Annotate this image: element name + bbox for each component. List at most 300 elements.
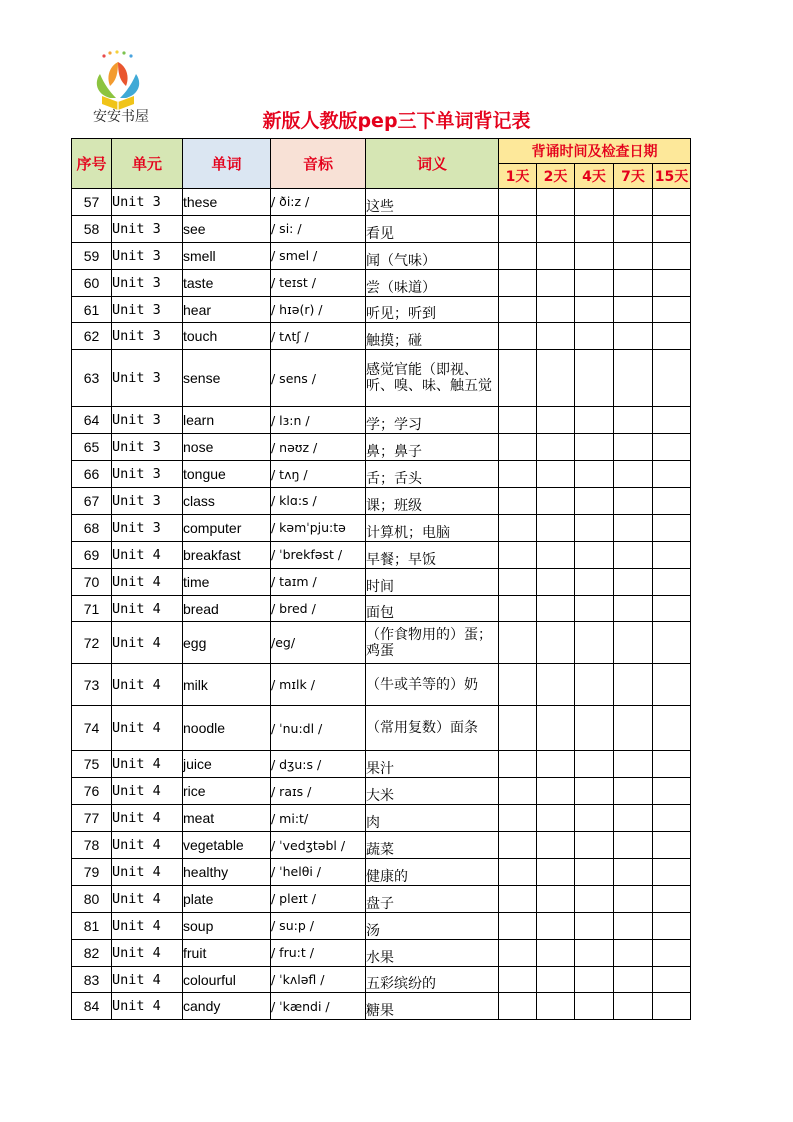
row-meaning: 健康的 xyxy=(366,859,499,886)
row-unit: Unit 4 xyxy=(112,706,183,751)
review-cell-day-4[interactable] xyxy=(575,269,614,296)
review-cell-day-15[interactable] xyxy=(653,350,691,407)
review-cell-day-15[interactable] xyxy=(653,242,691,269)
review-cell-day-1[interactable] xyxy=(499,461,537,488)
row-index: 78 xyxy=(72,832,112,859)
row-meaning: 学；学习 xyxy=(366,407,499,434)
review-cell-day-2[interactable] xyxy=(537,966,575,993)
row-phonetic: / hɪə(r) / xyxy=(271,296,366,323)
review-cell-day-15[interactable] xyxy=(653,488,691,515)
review-cell-day-15[interactable] xyxy=(653,269,691,296)
review-cell-day-7[interactable] xyxy=(614,595,653,622)
row-meaning: 时间 xyxy=(366,568,499,595)
review-cell-day-15[interactable] xyxy=(653,622,691,664)
table-row xyxy=(72,488,691,515)
review-cell-day-4[interactable] xyxy=(575,323,614,350)
review-cell-day-4[interactable] xyxy=(575,859,614,886)
row-index: 72 xyxy=(72,622,112,664)
review-cell-day-15[interactable] xyxy=(653,434,691,461)
review-cell-day-7[interactable] xyxy=(614,434,653,461)
review-cell-day-1[interactable] xyxy=(499,189,537,216)
header-word: 单词 xyxy=(183,139,271,189)
review-cell-day-4[interactable] xyxy=(575,407,614,434)
row-unit: Unit 4 xyxy=(112,993,183,1020)
table-row xyxy=(72,595,691,622)
review-cell-day-4[interactable] xyxy=(575,832,614,859)
row-phonetic: / taɪm / xyxy=(271,568,366,595)
review-cell-day-1[interactable] xyxy=(499,488,537,515)
review-cell-day-2[interactable] xyxy=(537,622,575,664)
table-row xyxy=(72,407,691,434)
row-meaning: 听见；听到 xyxy=(366,296,499,323)
review-cell-day-2[interactable] xyxy=(537,706,575,751)
review-cell-day-1[interactable] xyxy=(499,622,537,664)
review-cell-day-4[interactable] xyxy=(575,805,614,832)
review-cell-day-4[interactable] xyxy=(575,242,614,269)
row-meaning: 闻（气味） xyxy=(366,242,499,269)
review-cell-day-2[interactable] xyxy=(537,751,575,778)
row-meaning: 早餐；早饭 xyxy=(366,541,499,568)
row-phonetic: / dʒu:s / xyxy=(271,751,366,778)
table-row xyxy=(72,434,691,461)
table-row xyxy=(72,885,691,912)
review-cell-day-2[interactable] xyxy=(537,912,575,939)
row-phonetic: / ˈnu:dl / xyxy=(271,706,366,751)
review-cell-day-4[interactable] xyxy=(575,912,614,939)
row-meaning: 五彩缤纷的 xyxy=(366,966,499,993)
row-phonetic: / ˈkændi / xyxy=(271,993,366,1020)
table-row xyxy=(72,939,691,966)
review-cell-day-15[interactable] xyxy=(653,832,691,859)
row-index: 59 xyxy=(72,242,112,269)
row-phonetic: / pleɪt / xyxy=(271,885,366,912)
row-index: 84 xyxy=(72,993,112,1020)
row-meaning: 盘子 xyxy=(366,885,499,912)
row-index: 60 xyxy=(72,269,112,296)
row-unit: Unit 4 xyxy=(112,805,183,832)
row-unit: Unit 3 xyxy=(112,407,183,434)
row-word: noodle xyxy=(183,706,271,751)
review-cell-day-2[interactable] xyxy=(537,296,575,323)
review-cell-day-1[interactable] xyxy=(499,434,537,461)
header-day-1: 1天 xyxy=(499,164,537,189)
review-cell-day-7[interactable] xyxy=(614,751,653,778)
row-word: meat xyxy=(183,805,271,832)
review-cell-day-4[interactable] xyxy=(575,434,614,461)
review-cell-day-15[interactable] xyxy=(653,805,691,832)
review-cell-day-1[interactable] xyxy=(499,269,537,296)
header-unit: 单元 xyxy=(112,139,183,189)
review-cell-day-15[interactable] xyxy=(653,993,691,1020)
table-row xyxy=(72,706,691,751)
row-meaning: 肉 xyxy=(366,805,499,832)
row-phonetic: / raɪs / xyxy=(271,778,366,805)
review-cell-day-7[interactable] xyxy=(614,966,653,993)
row-unit: Unit 4 xyxy=(112,751,183,778)
row-meaning: 蔬菜 xyxy=(366,832,499,859)
row-word: bread xyxy=(183,595,271,622)
row-phonetic: / ˈvedʒtəbl / xyxy=(271,832,366,859)
review-cell-day-2[interactable] xyxy=(537,595,575,622)
review-cell-day-1[interactable] xyxy=(499,514,537,541)
review-cell-day-2[interactable] xyxy=(537,350,575,407)
row-phonetic: / kəmˈpju:tə xyxy=(271,514,366,541)
row-unit: Unit 4 xyxy=(112,859,183,886)
row-unit: Unit 4 xyxy=(112,885,183,912)
review-cell-day-4[interactable] xyxy=(575,993,614,1020)
row-unit: Unit 3 xyxy=(112,269,183,296)
row-meaning: （常用复数）面条 xyxy=(366,706,499,751)
row-unit: Unit 3 xyxy=(112,323,183,350)
review-cell-day-1[interactable] xyxy=(499,966,537,993)
row-phonetic: / bred / xyxy=(271,595,366,622)
review-cell-day-7[interactable] xyxy=(614,189,653,216)
row-index: 81 xyxy=(72,912,112,939)
review-cell-day-2[interactable] xyxy=(537,488,575,515)
review-cell-day-2[interactable] xyxy=(537,778,575,805)
row-unit: Unit 4 xyxy=(112,541,183,568)
row-meaning: 大米 xyxy=(366,778,499,805)
review-cell-day-2[interactable] xyxy=(537,939,575,966)
row-meaning: 课；班级 xyxy=(366,488,499,515)
review-cell-day-4[interactable] xyxy=(575,488,614,515)
row-unit: Unit 4 xyxy=(112,595,183,622)
row-meaning: 汤 xyxy=(366,912,499,939)
review-cell-day-1[interactable] xyxy=(499,541,537,568)
row-unit: Unit 4 xyxy=(112,664,183,706)
review-cell-day-1[interactable] xyxy=(499,859,537,886)
row-unit: Unit 4 xyxy=(112,622,183,664)
header-meaning: 词义 xyxy=(366,139,499,189)
review-cell-day-4[interactable] xyxy=(575,885,614,912)
review-cell-day-4[interactable] xyxy=(575,514,614,541)
review-cell-day-15[interactable] xyxy=(653,407,691,434)
review-cell-day-4[interactable] xyxy=(575,296,614,323)
header-day-4: 4天 xyxy=(575,164,614,189)
review-cell-day-15[interactable] xyxy=(653,189,691,216)
review-cell-day-7[interactable] xyxy=(614,859,653,886)
page-title: 新版人教版pep三下单词背记表 xyxy=(262,110,531,132)
row-meaning: 感觉官能（即视、听、嗅、味、触五觉 xyxy=(366,350,499,407)
review-cell-day-2[interactable] xyxy=(537,832,575,859)
review-cell-day-4[interactable] xyxy=(575,664,614,706)
row-phonetic: / ˈkʌləfl / xyxy=(271,966,366,993)
review-cell-day-1[interactable] xyxy=(499,350,537,407)
row-phonetic: / mɪlk / xyxy=(271,664,366,706)
row-phonetic: / su:p / xyxy=(271,912,366,939)
table-row xyxy=(72,805,691,832)
review-cell-day-7[interactable] xyxy=(614,664,653,706)
row-index: 57 xyxy=(72,189,112,216)
row-index: 83 xyxy=(72,966,112,993)
row-word: these xyxy=(183,189,271,216)
review-cell-day-7[interactable] xyxy=(614,832,653,859)
review-cell-day-15[interactable] xyxy=(653,296,691,323)
review-cell-day-1[interactable] xyxy=(499,296,537,323)
review-cell-day-7[interactable] xyxy=(614,993,653,1020)
table-row xyxy=(72,541,691,568)
review-cell-day-2[interactable] xyxy=(537,885,575,912)
row-word: taste xyxy=(183,269,271,296)
table-row xyxy=(72,296,691,323)
review-cell-day-1[interactable] xyxy=(499,778,537,805)
review-cell-day-15[interactable] xyxy=(653,323,691,350)
row-unit: Unit 4 xyxy=(112,966,183,993)
review-cell-day-7[interactable] xyxy=(614,215,653,242)
review-cell-day-1[interactable] xyxy=(499,993,537,1020)
review-cell-day-7[interactable] xyxy=(614,568,653,595)
review-cell-day-15[interactable] xyxy=(653,664,691,706)
review-cell-day-2[interactable] xyxy=(537,242,575,269)
review-cell-day-1[interactable] xyxy=(499,751,537,778)
header-day-15: 15天 xyxy=(653,164,691,189)
review-cell-day-4[interactable] xyxy=(575,215,614,242)
review-cell-day-15[interactable] xyxy=(653,859,691,886)
review-cell-day-15[interactable] xyxy=(653,541,691,568)
review-cell-day-4[interactable] xyxy=(575,595,614,622)
row-word: milk xyxy=(183,664,271,706)
row-word: egg xyxy=(183,622,271,664)
row-meaning: 鼻；鼻子 xyxy=(366,434,499,461)
review-cell-day-4[interactable] xyxy=(575,706,614,751)
row-word: nose xyxy=(183,434,271,461)
review-cell-day-1[interactable] xyxy=(499,706,537,751)
table-row xyxy=(72,323,691,350)
review-cell-day-7[interactable] xyxy=(614,912,653,939)
review-cell-day-7[interactable] xyxy=(614,461,653,488)
row-phonetic: / nəʊz / xyxy=(271,434,366,461)
row-unit: Unit 4 xyxy=(112,568,183,595)
row-phonetic: / klɑ:s / xyxy=(271,488,366,515)
row-unit: Unit 3 xyxy=(112,350,183,407)
review-cell-day-1[interactable] xyxy=(499,215,537,242)
row-phonetic: / tʌtʃ / xyxy=(271,323,366,350)
row-index: 70 xyxy=(72,568,112,595)
row-phonetic: / ði:z / xyxy=(271,189,366,216)
review-cell-day-4[interactable] xyxy=(575,939,614,966)
table-row xyxy=(72,966,691,993)
review-cell-day-7[interactable] xyxy=(614,622,653,664)
row-phonetic: / teɪst / xyxy=(271,269,366,296)
row-word: juice xyxy=(183,751,271,778)
review-cell-day-15[interactable] xyxy=(653,885,691,912)
review-cell-day-7[interactable] xyxy=(614,778,653,805)
review-cell-day-15[interactable] xyxy=(653,966,691,993)
table-row xyxy=(72,242,691,269)
row-word: soup xyxy=(183,912,271,939)
review-cell-day-7[interactable] xyxy=(614,805,653,832)
row-phonetic: / lɜ:n / xyxy=(271,407,366,434)
review-cell-day-4[interactable] xyxy=(575,568,614,595)
row-index: 64 xyxy=(72,407,112,434)
review-cell-day-2[interactable] xyxy=(537,541,575,568)
logo-text: 安安书屋 xyxy=(93,109,149,125)
review-cell-day-15[interactable] xyxy=(653,461,691,488)
review-cell-day-7[interactable] xyxy=(614,939,653,966)
row-index: 77 xyxy=(72,805,112,832)
row-unit: Unit 3 xyxy=(112,215,183,242)
row-unit: Unit 3 xyxy=(112,461,183,488)
review-cell-day-4[interactable] xyxy=(575,541,614,568)
review-cell-day-1[interactable] xyxy=(499,323,537,350)
row-meaning: 计算机；电脑 xyxy=(366,514,499,541)
review-cell-day-1[interactable] xyxy=(499,407,537,434)
row-meaning: （牛或羊等的）奶 xyxy=(366,664,499,706)
row-word: class xyxy=(183,488,271,515)
row-word: plate xyxy=(183,885,271,912)
review-cell-day-2[interactable] xyxy=(537,514,575,541)
review-cell-day-1[interactable] xyxy=(499,568,537,595)
row-unit: Unit 3 xyxy=(112,434,183,461)
header-day-7: 7天 xyxy=(614,164,653,189)
row-meaning: 水果 xyxy=(366,939,499,966)
review-cell-day-4[interactable] xyxy=(575,461,614,488)
review-cell-day-7[interactable] xyxy=(614,541,653,568)
review-cell-day-2[interactable] xyxy=(537,805,575,832)
review-cell-day-4[interactable] xyxy=(575,778,614,805)
review-cell-day-7[interactable] xyxy=(614,296,653,323)
review-cell-day-2[interactable] xyxy=(537,434,575,461)
table-row xyxy=(72,215,691,242)
row-unit: Unit 3 xyxy=(112,296,183,323)
review-cell-day-2[interactable] xyxy=(537,215,575,242)
review-cell-day-2[interactable] xyxy=(537,568,575,595)
review-cell-day-1[interactable] xyxy=(499,912,537,939)
row-word: breakfast xyxy=(183,541,271,568)
row-index: 63 xyxy=(72,350,112,407)
table-row xyxy=(72,912,691,939)
row-word: sense xyxy=(183,350,271,407)
row-index: 74 xyxy=(72,706,112,751)
row-word: colourful xyxy=(183,966,271,993)
table-row xyxy=(72,832,691,859)
review-cell-day-2[interactable] xyxy=(537,993,575,1020)
row-phonetic: / tʌŋ / xyxy=(271,461,366,488)
review-cell-day-1[interactable] xyxy=(499,664,537,706)
table-row xyxy=(72,859,691,886)
row-word: healthy xyxy=(183,859,271,886)
row-phonetic: / ˈbrekfəst / xyxy=(271,541,366,568)
row-index: 68 xyxy=(72,514,112,541)
row-meaning: （作食物用的）蛋；鸡蛋 xyxy=(366,622,499,664)
review-cell-day-7[interactable] xyxy=(614,242,653,269)
table-row xyxy=(72,461,691,488)
row-index: 69 xyxy=(72,541,112,568)
row-meaning: 面包 xyxy=(366,595,499,622)
review-cell-day-15[interactable] xyxy=(653,778,691,805)
review-cell-day-2[interactable] xyxy=(537,461,575,488)
row-index: 73 xyxy=(72,664,112,706)
review-cell-day-15[interactable] xyxy=(653,939,691,966)
row-unit: Unit 3 xyxy=(112,514,183,541)
review-cell-day-1[interactable] xyxy=(499,595,537,622)
row-unit: Unit 3 xyxy=(112,242,183,269)
row-word: vegetable xyxy=(183,832,271,859)
review-cell-day-2[interactable] xyxy=(537,189,575,216)
row-word: see xyxy=(183,215,271,242)
review-cell-day-2[interactable] xyxy=(537,323,575,350)
row-phonetic: / mi:t/ xyxy=(271,805,366,832)
review-cell-day-4[interactable] xyxy=(575,751,614,778)
header-day-2: 2天 xyxy=(537,164,575,189)
review-cell-day-2[interactable] xyxy=(537,407,575,434)
row-unit: Unit 4 xyxy=(112,939,183,966)
review-cell-day-1[interactable] xyxy=(499,885,537,912)
table-row xyxy=(72,622,691,664)
review-cell-day-2[interactable] xyxy=(537,664,575,706)
review-cell-day-4[interactable] xyxy=(575,966,614,993)
row-phonetic: / fru:t / xyxy=(271,939,366,966)
row-phonetic: / ˈhelθi / xyxy=(271,859,366,886)
review-cell-day-7[interactable] xyxy=(614,885,653,912)
review-cell-day-15[interactable] xyxy=(653,215,691,242)
review-cell-day-1[interactable] xyxy=(499,939,537,966)
row-index: 82 xyxy=(72,939,112,966)
row-meaning: 糖果 xyxy=(366,993,499,1020)
review-cell-day-15[interactable] xyxy=(653,912,691,939)
review-cell-day-7[interactable] xyxy=(614,323,653,350)
row-word: candy xyxy=(183,993,271,1020)
review-cell-day-2[interactable] xyxy=(537,269,575,296)
row-unit: Unit 4 xyxy=(112,912,183,939)
review-cell-day-7[interactable] xyxy=(614,350,653,407)
review-cell-day-7[interactable] xyxy=(614,706,653,751)
row-index: 71 xyxy=(72,595,112,622)
row-index: 61 xyxy=(72,296,112,323)
review-cell-day-7[interactable] xyxy=(614,488,653,515)
table-row xyxy=(72,269,691,296)
row-word: computer xyxy=(183,514,271,541)
review-cell-day-4[interactable] xyxy=(575,622,614,664)
review-cell-day-1[interactable] xyxy=(499,805,537,832)
review-cell-day-1[interactable] xyxy=(499,832,537,859)
review-cell-day-15[interactable] xyxy=(653,751,691,778)
review-cell-day-15[interactable] xyxy=(653,568,691,595)
row-word: smell xyxy=(183,242,271,269)
row-index: 62 xyxy=(72,323,112,350)
row-unit: Unit 3 xyxy=(112,189,183,216)
review-cell-day-15[interactable] xyxy=(653,595,691,622)
table-row xyxy=(72,350,691,407)
review-cell-day-15[interactable] xyxy=(653,706,691,751)
review-cell-day-2[interactable] xyxy=(537,859,575,886)
review-cell-day-4[interactable] xyxy=(575,350,614,407)
row-index: 80 xyxy=(72,885,112,912)
review-cell-day-7[interactable] xyxy=(614,514,653,541)
table-row xyxy=(72,751,691,778)
vocabulary-table xyxy=(71,138,691,1020)
row-index: 58 xyxy=(72,215,112,242)
review-cell-day-15[interactable] xyxy=(653,514,691,541)
row-phonetic: / sens / xyxy=(271,350,366,407)
table-row xyxy=(72,568,691,595)
review-cell-day-4[interactable] xyxy=(575,189,614,216)
row-meaning: 触摸；碰 xyxy=(366,323,499,350)
row-word: rice xyxy=(183,778,271,805)
row-phonetic: /eg/ xyxy=(271,622,366,664)
row-word: fruit xyxy=(183,939,271,966)
row-meaning: 舌；舌头 xyxy=(366,461,499,488)
row-word: touch xyxy=(183,323,271,350)
row-meaning: 尝（味道） xyxy=(366,269,499,296)
review-cell-day-7[interactable] xyxy=(614,407,653,434)
header-review-schedule: 背诵时间及检查日期 xyxy=(499,139,691,164)
row-meaning: 这些 xyxy=(366,189,499,216)
row-word: learn xyxy=(183,407,271,434)
table-row xyxy=(72,514,691,541)
review-cell-day-7[interactable] xyxy=(614,269,653,296)
review-cell-day-1[interactable] xyxy=(499,242,537,269)
